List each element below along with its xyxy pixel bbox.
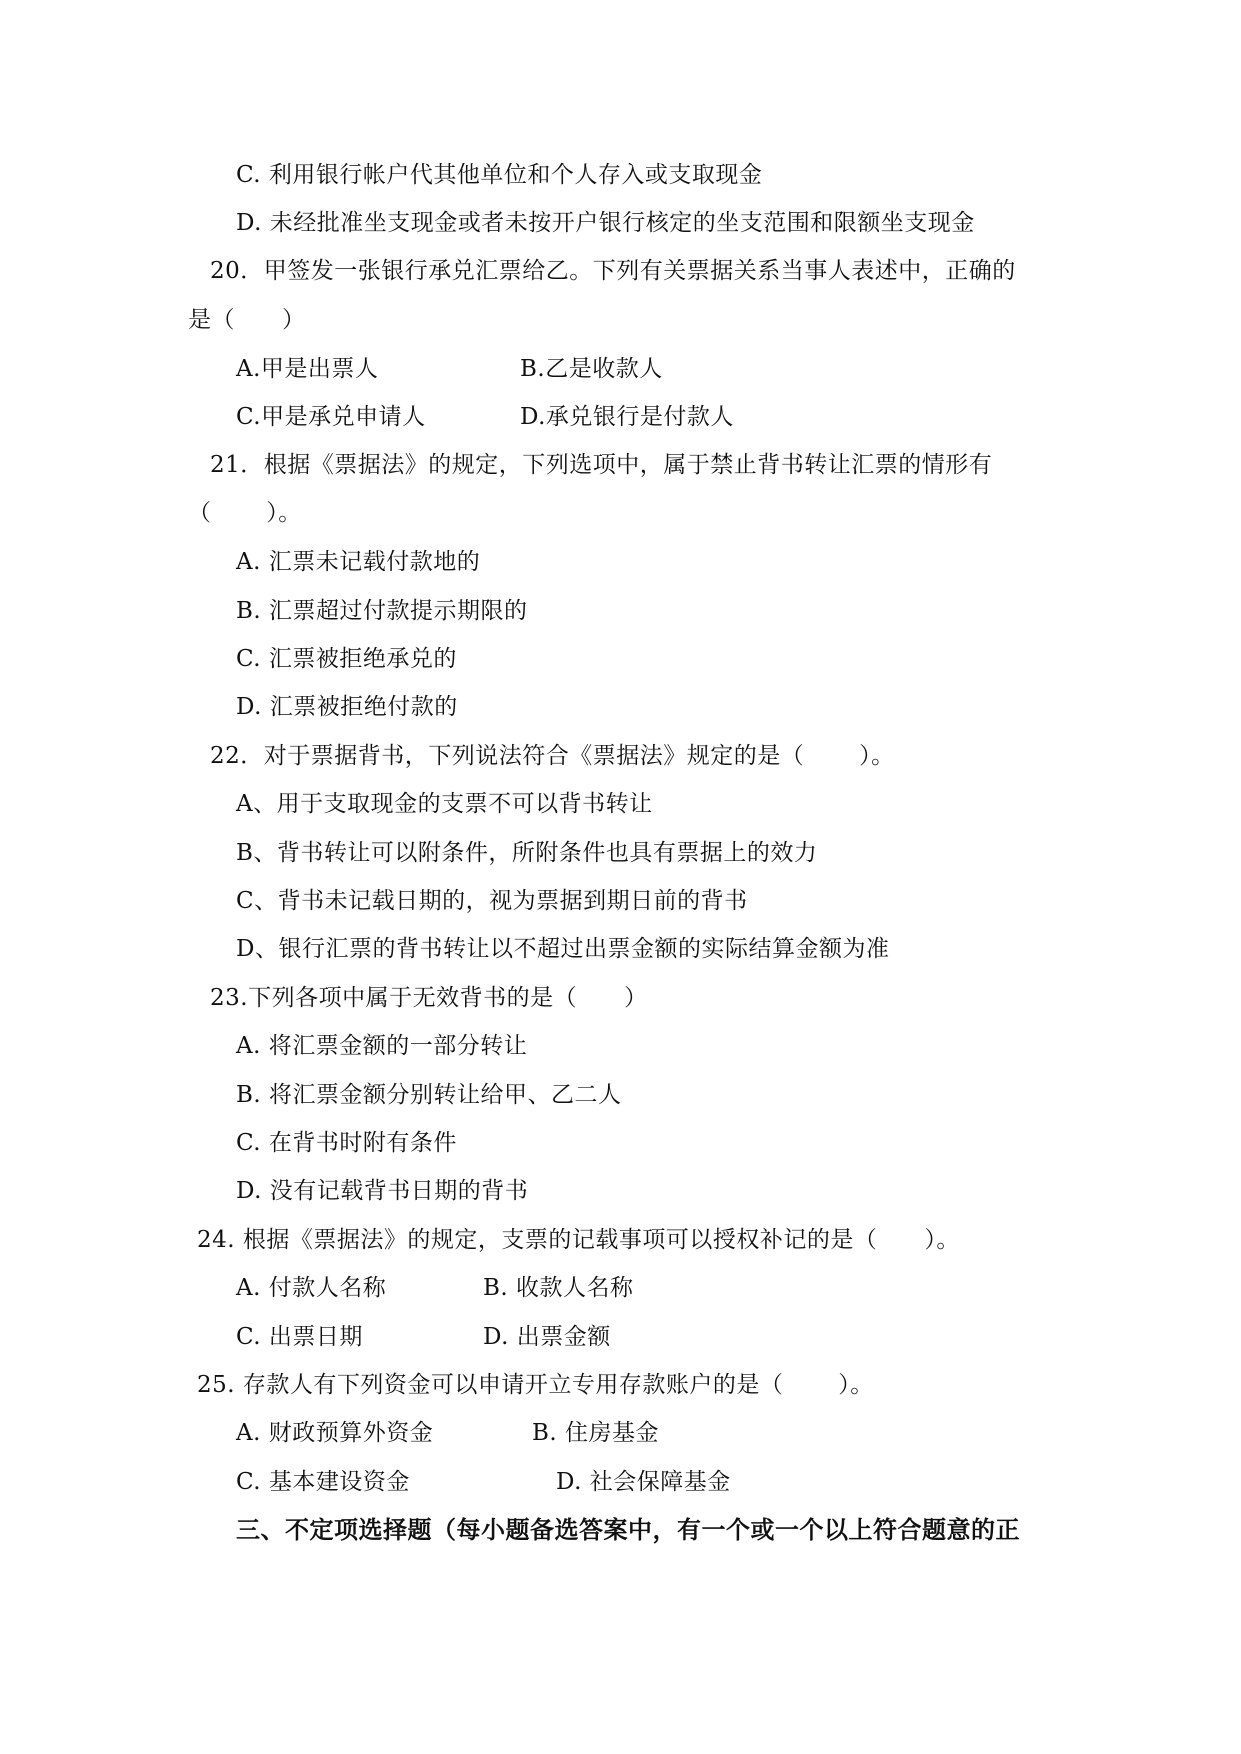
q24-option-c: C. 出票日期 [236,1324,363,1350]
q23-option-c: C. 在背书时附有条件 [236,1130,457,1156]
section-3-heading: 三、不定项选择题（每小题备选答案中，有一个或一个以上符合题意的正 [236,1515,1020,1544]
q23-option-d: D. 没有记载背书日期的背书 [236,1178,529,1204]
q20-option-c: C.甲是承兑申请人 [236,404,426,430]
q25-option-c: C. 基本建设资金 [236,1469,410,1495]
q23-option-b: B. 将汇票金额分别转让给甲、乙二人 [236,1082,622,1108]
q19-option-c: C. 利用银行帐户代其他单位和个人存入或支取现金 [236,162,763,188]
q21-option-a: A. 汇票未记载付款地的 [236,549,481,575]
q23-stem: 23.下列各项中属于无效背书的是（ ） [210,985,648,1011]
q25-option-d: D. 社会保障基金 [556,1469,731,1495]
q21-option-c: C. 汇票被拒绝承兑的 [236,646,457,672]
q24-option-a: A. 付款人名称 [236,1275,387,1301]
q22-option-c: C、背书未记载日期的，视为票据到期日前的背书 [236,888,748,914]
q21-stem-continued: （ ）。 [188,500,302,526]
q20-option-a: A.甲是出票人 [236,356,379,382]
q24-stem: 24. 根据《票据法》的规定，支票的记载事项可以授权补记的是（ ）。 [197,1227,960,1253]
q24-option-d: D. 出票金额 [483,1324,611,1350]
q22-option-b: B、背书转让可以附条件，所附条件也具有票据上的效力 [236,840,818,866]
q22-stem: 22．对于票据背书，下列说法符合《票据法》规定的是（ ）。 [210,743,895,769]
q19-option-d: D. 未经批准坐支现金或者未按开户银行核定的坐支范围和限额坐支现金 [236,210,975,236]
q20-stem: 20．甲签发一张银行承兑汇票给乙。下列有关票据关系当事人表述中，正确的 [210,258,1016,284]
q24-option-b: B. 收款人名称 [483,1275,634,1301]
q22-option-d: D、银行汇票的背书转让以不超过出票金额的实际结算金额为准 [236,936,890,962]
q20-option-b: B.乙是收款人 [520,356,663,382]
q21-option-d: D. 汇票被拒绝付款的 [236,694,458,720]
q25-stem: 25. 存款人有下列资金可以申请开立专用存款账户的是（ ）。 [197,1372,874,1398]
q22-option-a: A、用于支取现金的支票不可以背书转让 [236,791,653,817]
q20-option-d: D.承兑银行是付款人 [520,404,734,430]
q21-stem: 21．根据《票据法》的规定，下列选项中，属于禁止背书转让汇票的情形有 [210,452,993,478]
q20-stem-continued: 是（ ） [188,307,306,333]
q23-option-a: A. 将汇票金额的一部分转让 [236,1033,528,1059]
q21-option-b: B. 汇票超过付款提示期限的 [236,598,528,624]
q25-option-a: A. 财政预算外资金 [236,1420,434,1446]
q25-option-b: B. 住房基金 [532,1420,660,1446]
